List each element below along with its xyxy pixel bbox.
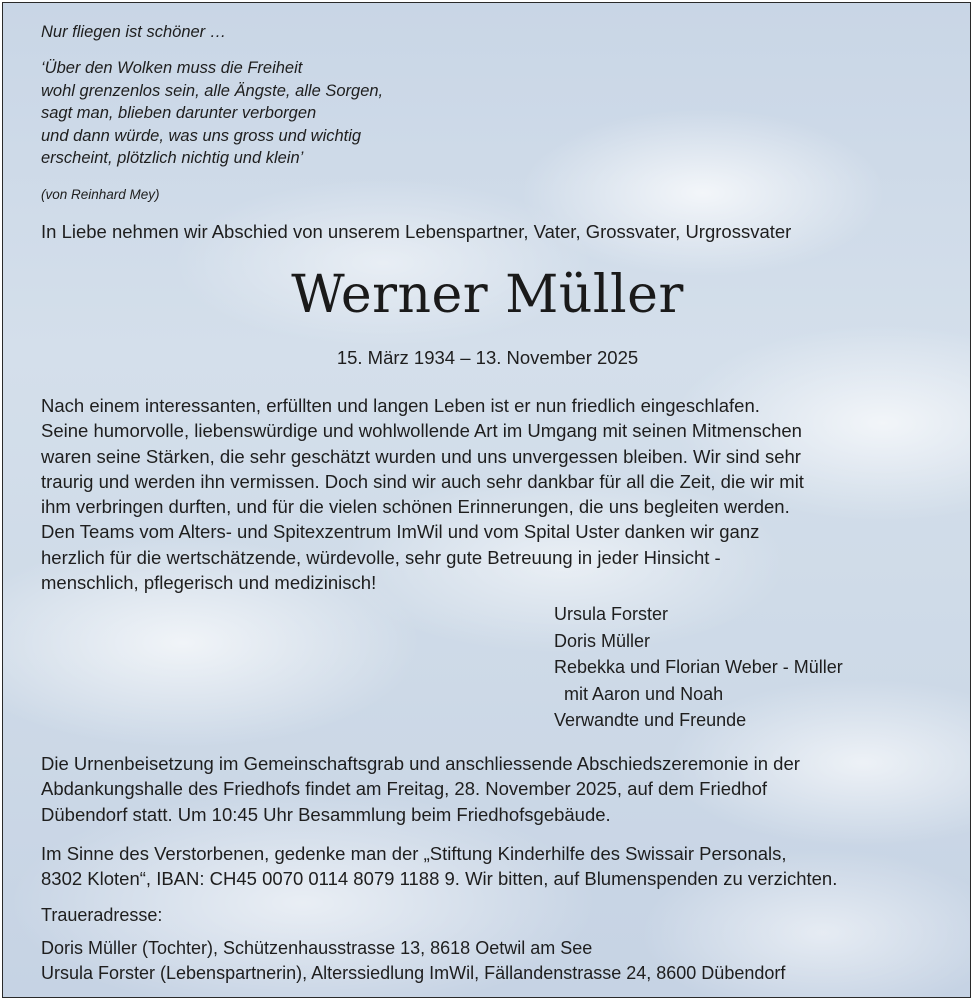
motto: Nur fliegen ist schöner … [41, 23, 227, 41]
funeral-info [41, 751, 800, 827]
mourner-name: Doris Müller [554, 630, 651, 651]
poem [41, 57, 383, 170]
mourner-name: Rebekka und Florian Weber - Müller [554, 657, 843, 677]
donation-line: 8302 Kloten“, IBAN: CH45 0070 0114 8079 1188 9. Wir bitten, auf Blumenspenden zu verzichten. [41, 868, 838, 890]
donation-info [41, 841, 837, 892]
address-line: Ursula Forster (Lebenspartnerin), Alterssiedlung ImWil, Fällandenstrasse 24, 8600 Dübendorf [41, 963, 786, 984]
mourning-address [41, 936, 785, 987]
body-line: Seine humorvolle, liebenswürdige und wohlwollende Art im Umgang mit seinen Mitmenschen [41, 420, 802, 442]
donation-line: Im Sinne des Verstorbenen, gedenke man der „Stiftung Kinderhilfe des Swissair Personals, [41, 843, 787, 864]
poem-line: erscheint, plötzlich nichtig und klein’ [41, 149, 304, 167]
body-line: menschlich, pflegerisch und medizinisch! [41, 572, 377, 594]
poem-line: wohl grenzenlos sein, alle Ängste, alle Sorgen, [41, 81, 384, 100]
mourner-name: Ursula Forster [554, 604, 669, 624]
body-line: waren seine Stärken, die sehr geschätzt wurden und uns unvergessen bleiben. Wir sind sehr [41, 445, 801, 467]
mourner-name: mit Aaron und Noah [554, 683, 724, 704]
body-line: Nach einem interessanten, erfüllten und langen Leben ist er nun friedlich eingeschlafen. [41, 395, 760, 416]
body-text [41, 393, 804, 595]
intro-line: In Liebe nehmen wir Abschied von unserem Lebenspartner, Vater, Grossvater, Urgrossvater [41, 221, 792, 242]
funeral-line: Abdankungshalle des Friedhofs findet am Freitag, 28. November 2025, auf dem Friedhof [41, 778, 768, 800]
address-title: Traueradresse: [41, 905, 163, 925]
body-line: herzlich für die wertschätzende, würdevolle, sehr gute Betreuung in jeder Hinsicht - [41, 546, 721, 568]
poem-line: sagt man, blieben darunter verborgen [41, 104, 317, 122]
deceased-name: Werner Müller [291, 265, 684, 325]
address-line: Doris Müller (Tochter), Schützenhausstrasse 13, 8618 Oetwil am See [41, 938, 593, 958]
body-line: traurig und werden ihn vermissen. Doch sind wir auch sehr dankbar für all die Zeit, die wir mit [41, 470, 804, 492]
body-line: ihm verbringen durften, und für die vielen schönen Erinnerungen, die uns begleiten werden. [41, 496, 790, 518]
body-line: Den Teams vom Alters- und Spitexzentrum ImWil und vom Spital Uster danken wir ganz [41, 521, 760, 543]
mourners-list [554, 601, 843, 734]
poem-line: ‘Über den Wolken muss die Freiheit [41, 59, 303, 77]
life-dates: 15. März 1934 – 13. November 2025 [336, 347, 639, 368]
poem-source: (von Reinhard Mey) [41, 187, 160, 202]
funeral-line: Die Urnenbeisetzung im Gemeinschaftsgrab und anschliessende Abschiedszeremonie in der [41, 753, 800, 774]
funeral-line: Dübendorf statt. Um 10:45 Uhr Besammlung beim Friedhofsgebäude. [41, 803, 611, 825]
obituary-notice [2, 2, 971, 998]
mourner-name: Verwandte und Freunde [554, 710, 747, 730]
poem-line: und dann würde, was uns gross und wichtig [41, 126, 362, 145]
